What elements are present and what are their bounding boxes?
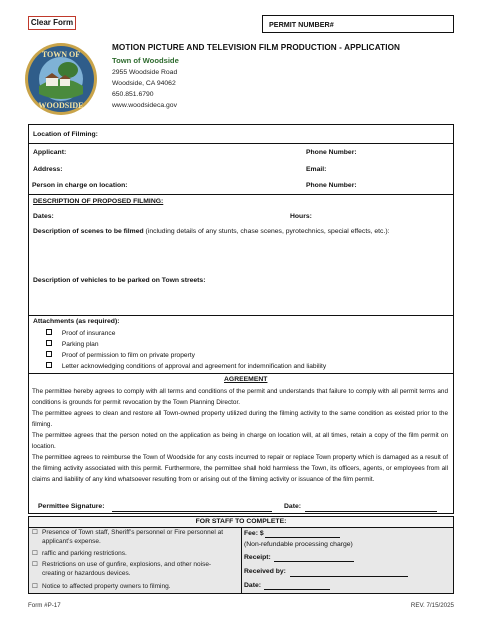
town-name: Town of Woodside: [112, 56, 179, 65]
agreement-heading: AGREEMENT: [224, 376, 268, 383]
fee-line[interactable]: [265, 537, 340, 538]
scenes-label: Description of scenes to be filmed (including details of any stunts, chase scenes, pyrotechnics, special effects, etc.):: [33, 228, 390, 235]
permit-number-label: PERMIT NUMBER#: [269, 20, 334, 29]
attachment-item[interactable]: Proof of permission to film on private property: [46, 351, 195, 359]
form-number: Form #P-17: [28, 602, 61, 609]
website-text: www.woodsideca.gov: [112, 102, 177, 109]
staff-checkbox[interactable]: ☐: [32, 550, 38, 557]
staff-condition-item[interactable]: ☐ Notice to affected property owners to filming.: [32, 583, 171, 590]
receipt-line[interactable]: [274, 561, 354, 562]
description-heading: DESCRIPTION OF PROPOSED FILMING:: [33, 198, 164, 205]
svg-text:TOWN OF: TOWN OF: [41, 50, 81, 59]
vehicles-label: Description of vehicles to be parked on Town streets:: [33, 277, 206, 284]
fee-label: Fee: $: [244, 530, 264, 537]
phone-text: 650.851.6790: [112, 91, 154, 98]
agreement-paragraph-1: The permittee hereby agrees to comply with all terms and conditions of the permit and understands that failure to comply with all permit terms and conditions is grounds for permit revocation by the Town Planning Director.: [32, 388, 448, 407]
dates-label: Dates:: [33, 213, 54, 220]
address-line-1: 2955 Woodside Road: [112, 69, 178, 76]
applicant-label: Applicant:: [33, 149, 67, 156]
staff-date-label: Date:: [244, 582, 261, 589]
attachment-checkbox[interactable]: [46, 362, 52, 368]
agreement-paragraph-4: The permittee agrees to reimburse the Town of Woodside for any costs incurred to repair or replace Town property which is damaged as a result of the filming activity associated with this permit. Furthermore, the permittee shall hold harmless the Town, its officers, agents, or employees from all claims and liability of any kind whatsoever resulting from or arising out of the filming activity or issuance of the film permit.: [32, 454, 448, 484]
staff-date-line[interactable]: [264, 589, 330, 590]
town-seal-logo: [24, 42, 98, 116]
attachment-checkbox[interactable]: [46, 340, 52, 346]
address-line-2: Woodside, CA 94062: [112, 80, 176, 87]
signature-date-label: Date:: [284, 503, 301, 510]
phone-number-label: Phone Number:: [306, 149, 357, 156]
staff-condition-item[interactable]: ☐ Presence of Town staff, Sheriff’s personnel or Fire personnel at applicant’s expense.: [32, 529, 224, 545]
attachment-checkbox[interactable]: [46, 351, 52, 357]
staff-heading: FOR STAFF TO COMPLETE:: [29, 517, 453, 528]
email-label: Email:: [306, 166, 327, 173]
page-title: MOTION PICTURE AND TELEVISION FILM PRODUCTION - APPLICATION: [112, 43, 401, 52]
revision-date: REV. 7/15/2025: [410, 602, 454, 609]
signature-line[interactable]: [112, 511, 272, 512]
attachments-heading: Attachments (as required):: [33, 318, 120, 325]
onsite-phone-label: Phone Number:: [306, 182, 357, 189]
clear-form-button[interactable]: Clear Form: [28, 16, 76, 30]
hours-label: Hours:: [290, 213, 312, 220]
svg-text:WOODSIDE: WOODSIDE: [38, 101, 84, 110]
received-by-label: Received by:: [244, 568, 286, 575]
staff-checkbox[interactable]: ☐: [32, 529, 38, 536]
fee-note: (Non-refundable processing charge): [244, 541, 353, 548]
attachment-item[interactable]: Letter acknowledging conditions of approval and agreement for indemnification and liability: [46, 362, 326, 370]
staff-condition-item[interactable]: ☐ raffic and parking restrictions.: [32, 550, 127, 557]
attachment-item[interactable]: Parking plan: [46, 340, 99, 348]
attachment-checkbox[interactable]: [46, 329, 52, 335]
location-label: Location of Filming:: [33, 131, 98, 138]
staff-condition-item[interactable]: ☐ Restrictions on use of gunfire, explosions, and other noise-creating or hazardous devices.: [32, 561, 212, 577]
agreement-paragraph-2: The permittee agrees to clean and restore all Town-owned property utilized during the filming activity to the same condition as existed prior to the filming.: [32, 410, 448, 429]
attachment-item[interactable]: Proof of insurance: [46, 329, 115, 337]
receipt-label: Receipt:: [244, 554, 271, 561]
agreement-paragraph-3: The permittee agrees that the person noted on the application as being in charge on location will, at all times, retain a copy of the film permit on location.: [32, 432, 448, 451]
person-in-charge-label: Person in charge on location:: [32, 182, 128, 189]
signature-label: Permittee Signature:: [38, 503, 105, 510]
address-label: Address:: [33, 166, 63, 173]
permit-number-field[interactable]: [262, 15, 454, 33]
staff-checkbox[interactable]: ☐: [32, 583, 38, 590]
received-by-line[interactable]: [290, 576, 408, 577]
signature-date-line[interactable]: [305, 511, 437, 512]
staff-checkbox[interactable]: ☐: [32, 561, 38, 568]
